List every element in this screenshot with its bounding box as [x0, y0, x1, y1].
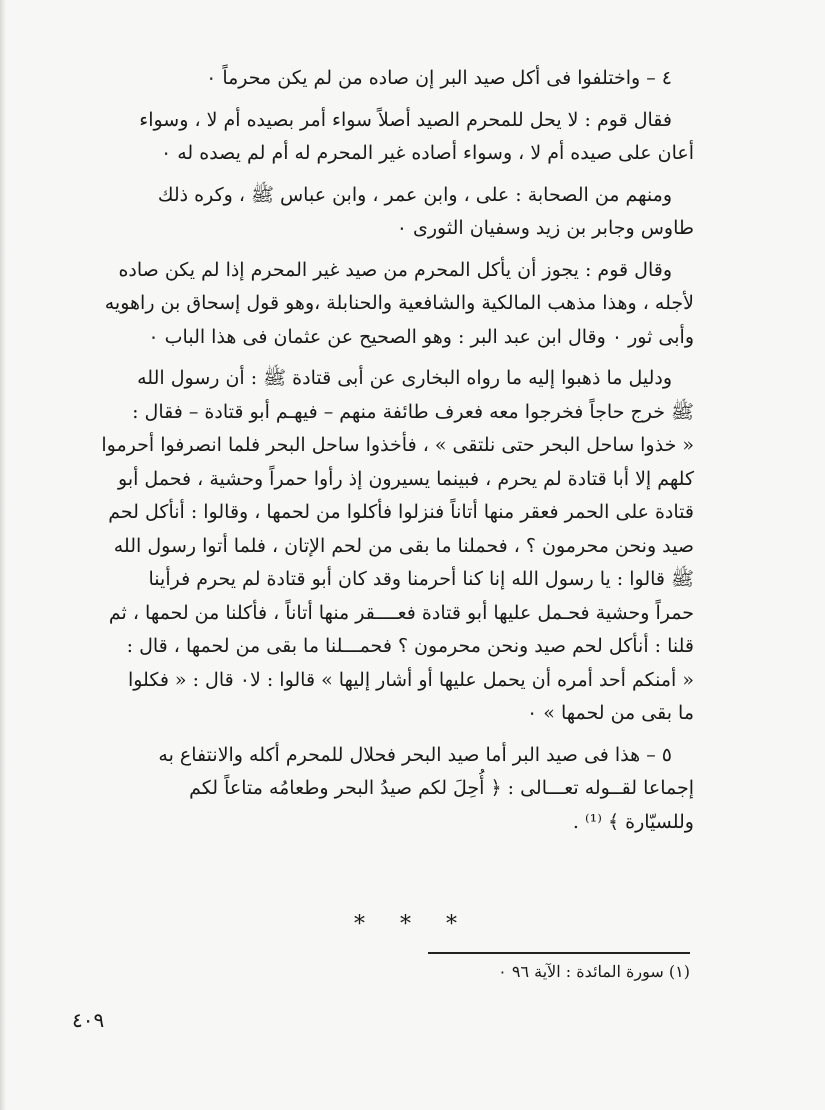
text-line: كلهم إلا أبا قتادة لم يحرم ، فبينما يسيرون إذ رأوا حمراً وحشية ، فحمل أبو — [118, 467, 694, 490]
paragraph-1 — [78, 62, 694, 96]
text-line: طاوس وجابر بن زيد وسفيان الثورى ٠ — [396, 217, 694, 239]
text-line: « خذوا ساحل البحر حتى نلتقى » ، فأخذوا ساحل البحر فلما انصرفوا أحرموا — [101, 434, 694, 456]
page-edge-shadow — [0, 0, 6, 1110]
footnote: (١) سورة المائدة : الآية ٩٦ ٠ — [498, 962, 690, 981]
text-line: إجماعا لقــوله تعـــالى : ﴿ أُحِلَ لكم صيدُ البحر وطعامُه متاعاً لكم — [189, 777, 694, 799]
text-line: لأجله ، وهذا مذهب المالكية والشافعية والحنابلة ،وهو قول إسحاق بن راهويه — [104, 292, 694, 314]
text-line: أعان على صيده أم لا ، وسواء أصاده غير المحرم له أم لم يصده له ٠ — [160, 142, 694, 164]
paragraph-2 — [78, 104, 694, 171]
text-line: وقال قوم : يجوز أن يأكل المحرم من صيد غير المحرم إذا لم يكن صاده — [118, 258, 672, 281]
text-line: ومنهم من الصحابة : على ، وابن عمر ، وابن عباس ﷺ ، وكره ذلك — [157, 183, 672, 206]
paragraph-6 — [78, 739, 694, 840]
text-line: قلنا : أنأكل لحم صيد ونحن محرمون ؟ فحمـــلنا ما بقى من لحمها ، قال : — [126, 635, 694, 657]
text-line: ﷺ قالوا : يا رسول الله إنا كنا أحرمنا وقد كان أبو قتادة لم يحرم فرأينا — [148, 568, 694, 590]
text-line: ودليل ما ذهبوا إليه ما رواه البخارى عن أبى قتادة ﷺ : أن رسول الله — [137, 367, 672, 389]
text-line: « أمنكم أحد أمره أن يحمل عليها أو أشار إليها » قالوا : لا٠ قال : « فكلوا — [127, 668, 694, 691]
text-line: ما بقى من لحمها » ٠ — [527, 702, 694, 724]
text-line: ٥ – هذا فى صيد البر أما صيد البحر فحلال للمحرم أكله والانتفاع به — [158, 743, 672, 766]
text-line: وأبى ثور ٠ وقال ابن عبد البر : وهو الصحيح عن عثمان فى هذا الباب ٠ — [148, 325, 694, 348]
text-line: وللسيّارة ﴾ ⁽¹⁾ . — [572, 810, 694, 833]
paragraph-4 — [78, 254, 694, 355]
text-line: حمراً وحشية فحـمل عليها أبو قتادة فعــــقر منها أتاناً ، فأكلنا من لحمها ، ثم — [108, 601, 694, 624]
body-text — [78, 62, 694, 839]
text-line: ﷺ خرج حاجاً فخرجوا معه فعرف طائفة منهم – فيهـم أبو قتادة – فقال : — [132, 400, 694, 423]
page-number: ٤٠٩ — [72, 1008, 105, 1032]
paragraph-5 — [78, 362, 694, 731]
text-line: صيد ونحن محرمون ؟ ، فحملنا ما بقى من لحم الإتان ، فلما أتوا رسول الله — [113, 534, 694, 557]
footnote-rule — [428, 952, 690, 954]
text-line: ٤ – واختلفوا فى أكل صيد البر إن صاده من لم يكن محرماً ٠ — [206, 67, 672, 89]
paragraph-3 — [78, 179, 694, 246]
text-line: قتادة على الحمر فعقر منها أتاناً فنزلوا فأكلوا من لحمها ، وقالوا : أنأكل لحم — [108, 501, 694, 523]
section-divider-asterisks: * * * — [354, 912, 471, 937]
text-line: فقال قوم : لا يحل للمحرم الصيد أصلاً سواء أمر بصيده أم لا ، وسواء — [139, 108, 672, 131]
